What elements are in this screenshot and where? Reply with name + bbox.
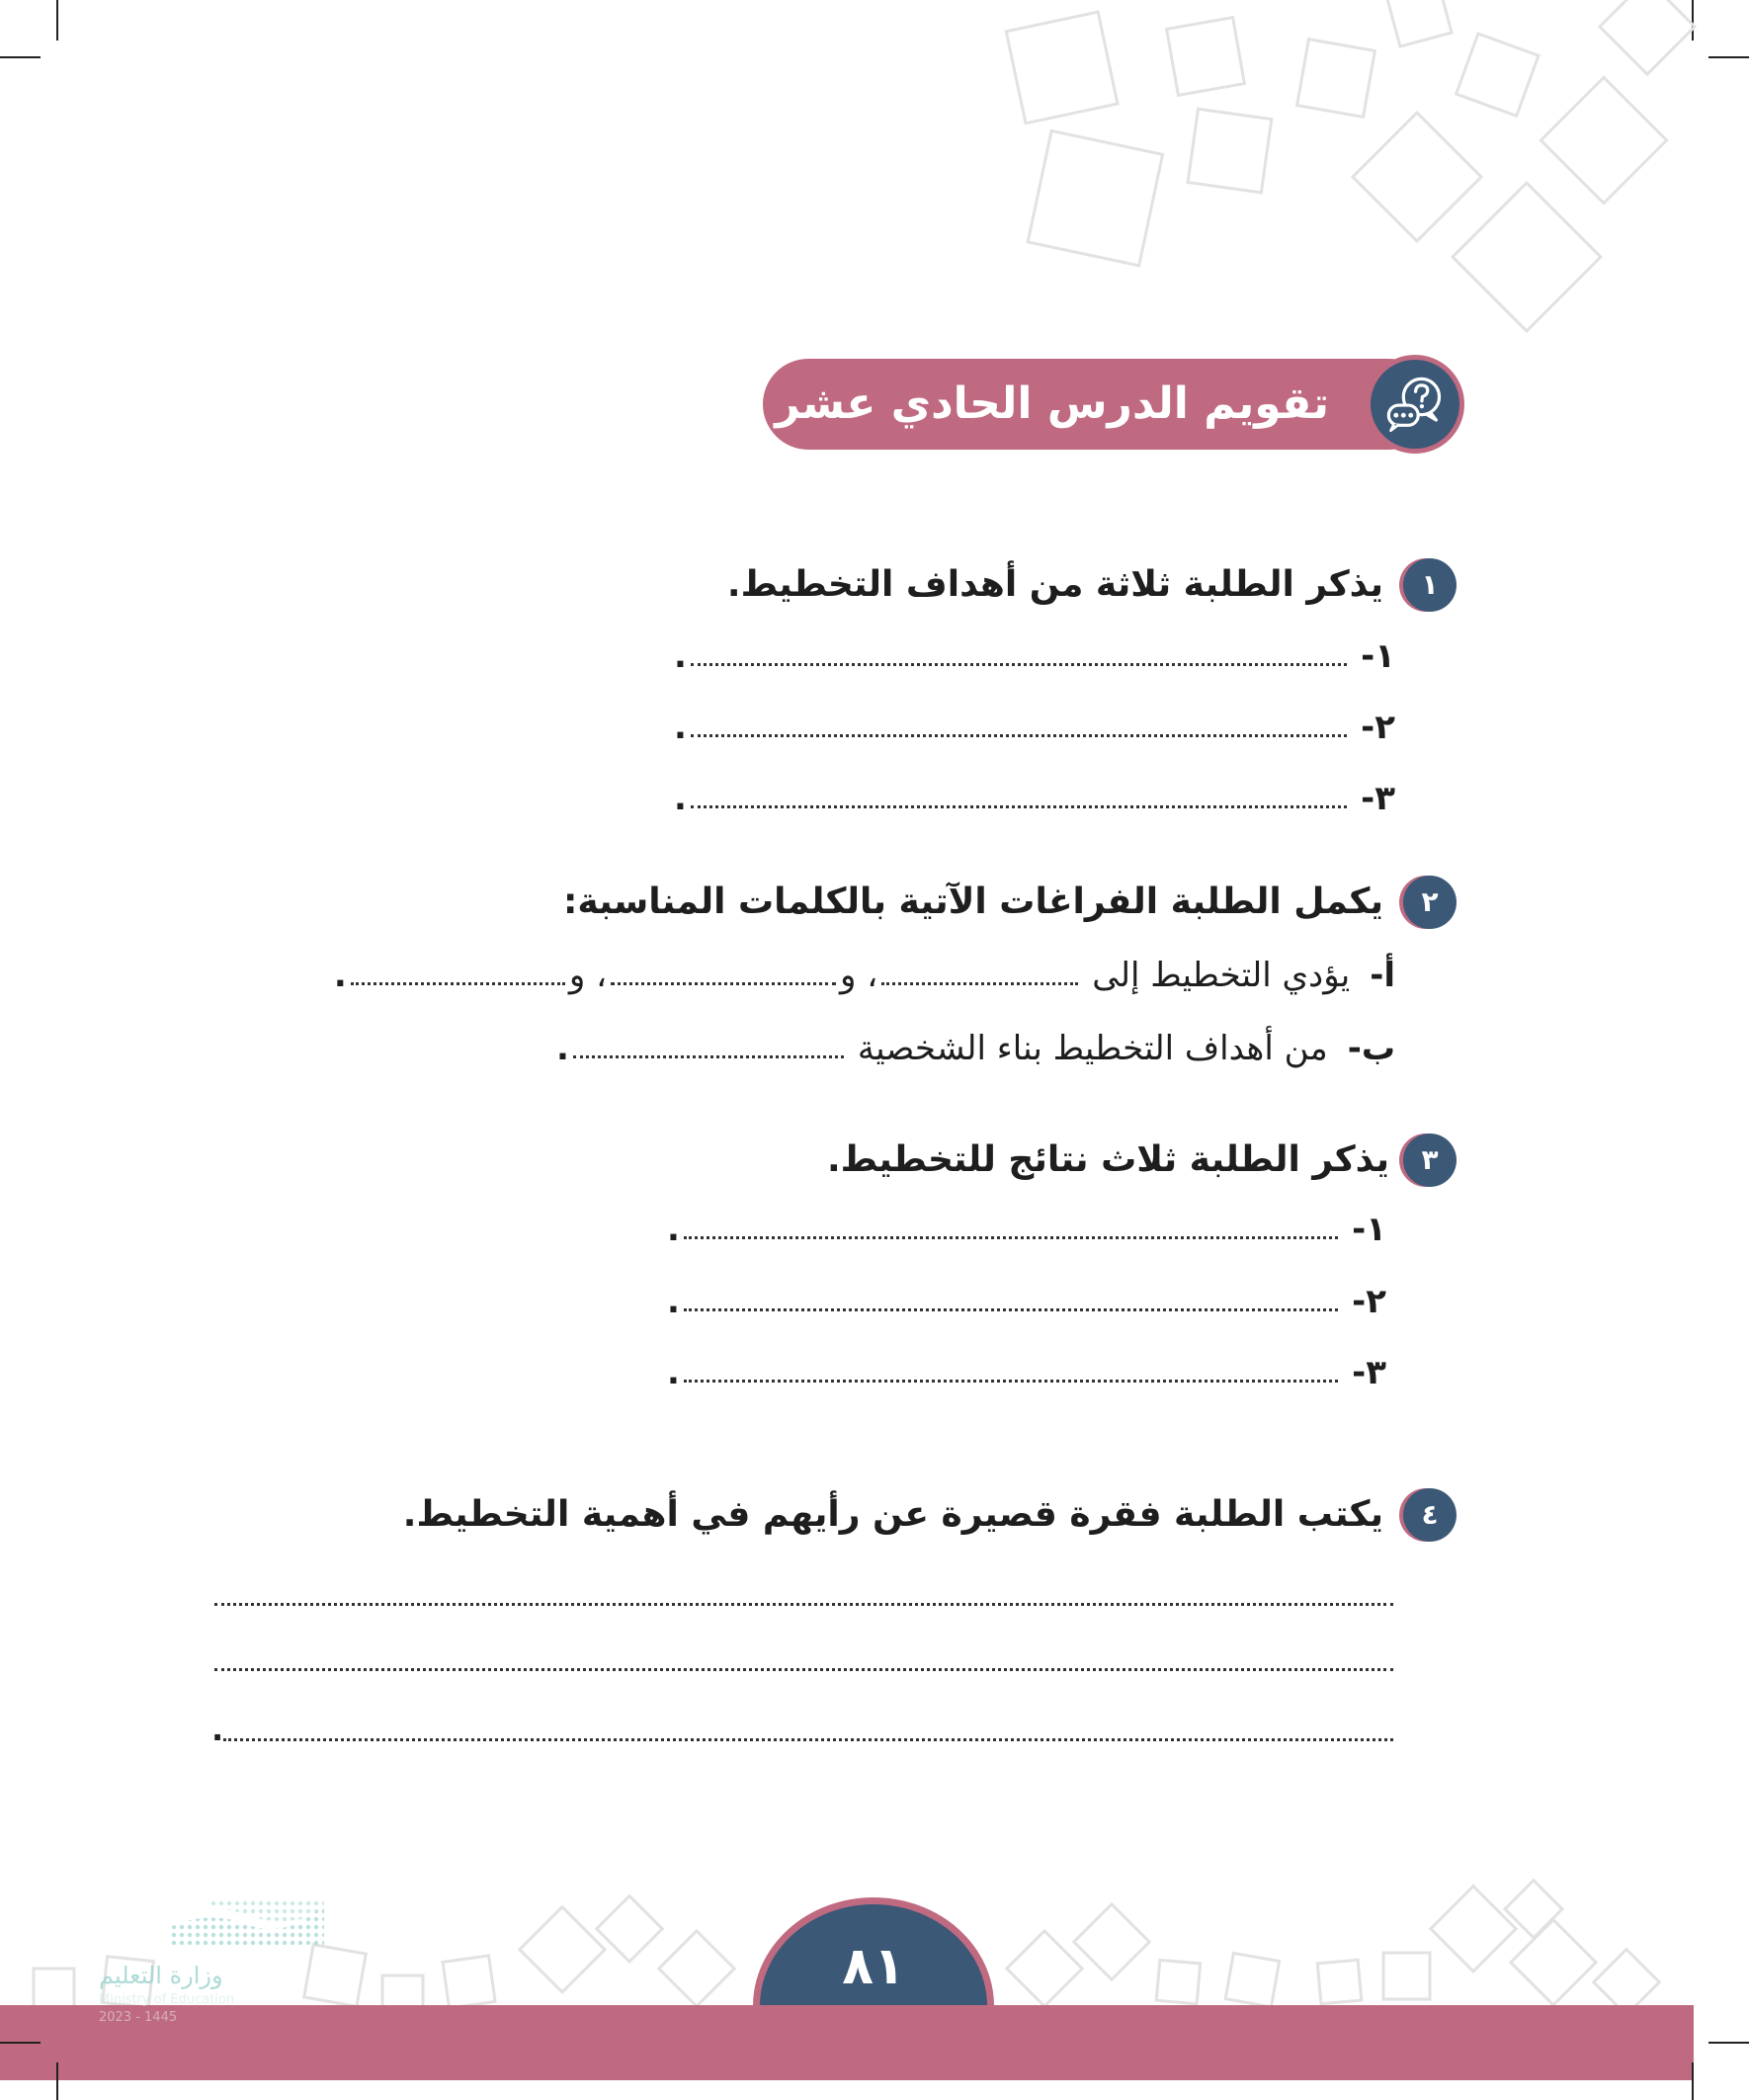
item-separator: ، و (840, 956, 878, 995)
pattern-square (1297, 40, 1375, 118)
answer-blank[interactable] (684, 1236, 1338, 1239)
item-label: ١- (1352, 1210, 1386, 1249)
pattern-square (1386, 0, 1452, 46)
ministry-logo-year: 2023 - 1445 (99, 2010, 178, 2025)
answer-blank[interactable] (691, 805, 1347, 808)
question-1-answer-row-1[interactable] (674, 634, 1395, 678)
pattern-diamond (1431, 1887, 1516, 1972)
pattern-diamond (1505, 1881, 1562, 1938)
pattern-square (1225, 1953, 1279, 2006)
item-end-period: . (674, 779, 687, 818)
page-number: ٨١ (842, 1937, 905, 1996)
item-end-period: . (333, 956, 347, 995)
answer-blank[interactable] (214, 1668, 1393, 1671)
item-label: ١- (1361, 636, 1395, 676)
item-end-period: . (555, 1029, 569, 1068)
pattern-square (1317, 1960, 1361, 2003)
pattern-square (1167, 18, 1245, 96)
pattern-square (1383, 1953, 1430, 1999)
question-3-answer-row-1[interactable] (667, 1208, 1386, 1251)
ministry-logo-english: Ministry of Education (99, 1992, 235, 2007)
item-end-period: . (667, 1210, 680, 1249)
item-text: من أهداف التخطيط بناء الشخصية (857, 1029, 1328, 1068)
pattern-square (304, 1945, 367, 2007)
answer-end-period: . (211, 1711, 224, 1748)
pattern-diamond (1541, 77, 1666, 203)
ministry-logo-arabic: وزارة التعليم (99, 1962, 223, 1989)
answer-blank[interactable] (691, 663, 1347, 666)
question-3-prompt: يذكر الطلبة ثلاث نتائج للتخطيط. (827, 1139, 1389, 1180)
footer-band (0, 2005, 1694, 2080)
pattern-diamond (1007, 1931, 1082, 2006)
item-end-period: . (674, 636, 687, 676)
discussion-question-icon (1366, 355, 1464, 454)
question-1-answer-row-2[interactable] (674, 706, 1395, 749)
item-label: ٣- (1361, 779, 1395, 818)
lesson-review-title: تقويم الدرس الحادي عشر (775, 378, 1329, 429)
crop-mark-bottom-right-h (1708, 2042, 1749, 2044)
question-1-prompt: يذكر الطلبة ثلاثة من أهداف التخطيط. (726, 564, 1383, 605)
question-3-number-badge: ٣ (1403, 1134, 1457, 1187)
pattern-square (1457, 34, 1539, 116)
answer-blank[interactable] (691, 734, 1347, 737)
crop-mark-bottom-left-h (0, 2042, 41, 2044)
item-label: أ- (1370, 956, 1395, 995)
question-2-prompt: يكمل الطلبة الفراغات الآتية بالكلمات المناسبة: (562, 882, 1383, 922)
pattern-diamond (520, 1907, 605, 1992)
question-3-answer-row-2[interactable] (667, 1280, 1386, 1323)
item-label: ٣- (1352, 1353, 1386, 1392)
pattern-square (1028, 130, 1162, 265)
question-4-prompt: يكتب الطلبة فقرة قصيرة عن رأيهم في أهمية التخطيط. (402, 1494, 1383, 1535)
answer-blank[interactable] (684, 1308, 1338, 1311)
pattern-square (443, 1956, 495, 2008)
item-end-period: . (667, 1282, 680, 1321)
item-label: ٢- (1361, 708, 1395, 747)
answer-blank[interactable] (881, 982, 1078, 985)
item-separator: ، و (568, 956, 608, 995)
top-right-pattern (1006, 0, 1695, 331)
item-text: يؤدي التخطيط إلى (1092, 956, 1351, 995)
question-4-answer-line-3[interactable] (211, 1711, 1393, 1748)
answer-blank[interactable] (214, 1603, 1393, 1606)
pattern-square (1188, 109, 1272, 193)
question-4-answer-line-1[interactable] (214, 1578, 1393, 1610)
question-1-answer-row-3[interactable] (674, 777, 1395, 820)
pattern-diamond (1511, 1920, 1596, 2005)
pattern-diamond (1600, 0, 1695, 74)
ministry-logo-icon (170, 1899, 324, 1945)
item-label: ب- (1347, 1029, 1395, 1068)
pattern-square (34, 1969, 74, 2009)
crop-mark-bottom-left-v (56, 2062, 58, 2100)
pattern-diamond (659, 1931, 734, 2006)
answer-blank[interactable] (351, 982, 565, 985)
question-4-number-badge: ٤ (1403, 1488, 1457, 1542)
question-4-answer-line-2[interactable] (214, 1643, 1393, 1675)
pattern-diamond (597, 1895, 662, 1961)
answer-blank[interactable] (611, 982, 836, 985)
answer-blank[interactable] (223, 1738, 1393, 1741)
item-end-period: . (674, 708, 687, 747)
discussion-question-icon-graphic (1383, 373, 1447, 436)
pattern-square (1156, 1960, 1200, 2003)
item-label: ٢- (1352, 1282, 1386, 1321)
crop-mark-bottom-right-v (1692, 2062, 1694, 2100)
question-2-number-badge: ٢ (1403, 876, 1457, 929)
question-3-answer-row-3[interactable] (667, 1351, 1386, 1394)
pattern-square (1006, 12, 1118, 124)
question-2-item-b[interactable] (556, 1027, 1395, 1070)
item-end-period: . (667, 1353, 680, 1392)
pattern-diamond (1453, 183, 1601, 331)
question-2-item-a[interactable] (334, 954, 1395, 997)
pattern-diamond (1353, 113, 1481, 241)
question-1-number-badge: ١ (1403, 558, 1457, 612)
answer-blank[interactable] (684, 1380, 1338, 1383)
answer-blank[interactable] (573, 1055, 844, 1058)
pattern-diamond (1074, 1904, 1149, 1979)
